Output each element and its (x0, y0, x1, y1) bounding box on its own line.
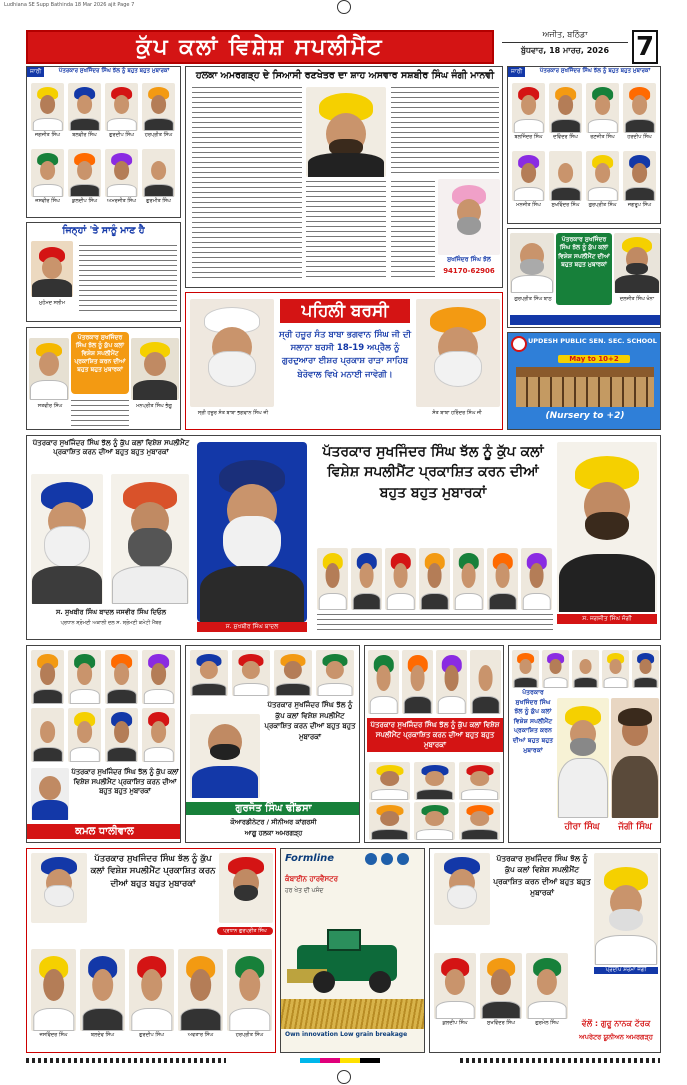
greeting-text: ਪੱਤਰਕਾਰ ਸੁਖਜਿੰਦਰ ਸਿੰਘ ਝੱਲ ਨੂੰ ਕੁੱਪ ਕਲਾਂ ਵਿਸ਼ੇਸ਼ ਸਪਲੀਮੈਂਟ ਪ੍ਰਕਾਸ਼ਿਤ ਕਰਨ ਦੀਆਂ ਬਹੁਤ ਬਹੁਤ ਮੁਬਾਰਕਾਂ (74, 334, 126, 374)
portrait-photo (105, 83, 138, 131)
portrait-photo (542, 650, 569, 688)
greeting-photo-left (29, 338, 69, 400)
portrait-photo (470, 650, 501, 714)
right-ad-greeting (507, 228, 661, 328)
portrait-photo (368, 650, 399, 714)
portrait-photo (105, 650, 138, 704)
feature-left-sub: ਪ੍ਰਧਾਨ ਸ਼੍ਰੋਮਣੀ ਅਕਾਲੀ ਦਲ ਸ. ਸ਼੍ਰੋਮਣੀ ਕਮੇਟੀ ਮੈਂਬਰ (60, 620, 162, 626)
crop-mark-top (337, 0, 351, 14)
portrait-photo (414, 762, 455, 800)
portrait-photo (190, 650, 228, 696)
portrait-photo (487, 548, 518, 610)
portrait-name: ਕੁਲਦੀਪ ਸਿੰਘ (71, 198, 98, 204)
bl-pill: ਪ੍ਰਧਾਨ ਗੁਰਪ੍ਰੀਤ ਸਿੰਘ (217, 927, 273, 935)
portrait-photo (512, 650, 539, 688)
portrait-photo (31, 650, 64, 704)
heera-photo-right (611, 698, 659, 818)
inset-name: ਸੁਖਜਿੰਦਰ ਸਿੰਘ ਝੱਲ (447, 256, 491, 263)
bl-photo-right (219, 853, 273, 923)
portrait-photo (274, 650, 312, 696)
barsi-caption-right: ਸੰਤ ਬਾਬਾ ਹਰਿੰਦਰ ਸਿੰਘ ਜੀ (432, 410, 482, 416)
portrait-name: ਗੁਰਦੀਪ ਸਿੰਘ (109, 132, 134, 138)
barsi-photo-left (190, 299, 274, 407)
portrait-name: ਸੁਖਵਿੰਦਰ ਸਿੰਘ (551, 202, 580, 208)
br-photo-left (434, 853, 490, 925)
feature-right-caption: ਸ. ਜਗਜੀਤ ਸਿੰਘ ਜੱਗੀ (557, 614, 657, 624)
portrait-photo (623, 83, 656, 133)
formline-tagline: ਕੰਬਾਈਨ ਹਾਰਵੈਸਟਰ (285, 875, 338, 883)
right-greeting-photo-1 (510, 233, 554, 293)
feature-row (26, 435, 661, 640)
bl-photo-left (31, 853, 87, 923)
portrait-photo (31, 708, 64, 762)
mid-ad (364, 645, 504, 843)
portrait-photo (512, 83, 545, 133)
portrait-photo (316, 650, 354, 696)
feature-left-photo-1 (31, 474, 103, 604)
portrait-photo (512, 151, 545, 201)
portrait-name: ਰਣਜੀਤ ਸਿੰਘ (590, 134, 615, 140)
portrait-name: ਗੁਰਮੇਲ ਸਿੰਘ (535, 1020, 559, 1026)
portrait-photo (453, 548, 484, 610)
gurjot-role: ਕੋਆਰਡੀਨੇਟਰ / ਸੀਨੀਅਰ ਕਾਂਗਰਸੀ (230, 818, 317, 826)
portrait-photo (623, 151, 656, 201)
slug-line: Ludhiana SE Supp Bathinda 18 Mar 2026 ajit Page 7 (4, 2, 135, 8)
greeting-name-right: ਮਨਪ੍ਰੀਤ ਸਿੰਘ ਭੰਗੂ (136, 403, 172, 409)
masthead-title-band (26, 30, 494, 64)
portrait-photo (105, 708, 138, 762)
portrait-name: ਗੁਰਪ੍ਰੀਤ ਸਿੰਘ (588, 202, 617, 208)
heera-name-left: ਹੀਰਾ ਸਿੰਘ (564, 822, 600, 832)
pride-text (79, 245, 177, 315)
portrait-photo (459, 762, 500, 800)
pride-photo (31, 241, 73, 297)
formline-ad (280, 848, 425, 1053)
article-col-4 (391, 181, 435, 281)
pride-name: ਮੁਹੰਮਦ ਸਲੀਮ (38, 300, 66, 306)
portrait-name: ਬਲਜਿੰਦਰ ਸਿੰਘ (514, 134, 543, 140)
portrait-photo (80, 949, 125, 1031)
portrait-photo (459, 802, 500, 840)
right-greeting-footer (510, 315, 660, 325)
paper-name: ਅਜੀਤ, ਬਠਿੰਡਾ (502, 30, 628, 43)
barsi-ad (185, 292, 503, 430)
br-text: ਪੱਤਰਕਾਰ ਸੁਖਜਿੰਦਰ ਸਿੰਘ ਝੱਲ ਨੂੰ ਕੁੱਪ ਕਲਾਂ ਵਿਸ਼ੇਸ਼ ਸਪਲੀਮੈਂਟ ਪ੍ਰਕਾਸ਼ਿਤ ਕਰਨ ਦੀਆਂ ਬਹੁਤ ਬਹੁਤ ਮੁਬਾਰਕਾਂ (493, 854, 591, 897)
feature-portrait-captions (317, 614, 553, 630)
gurjot-text: ਪੱਤਰਕਾਰ ਸੁਖਜਿੰਦਰ ਸਿੰਘ ਝੱਲ ਨੂੰ ਕੁੱਪ ਕਲਾਂ ਵਿਸ਼ੇਸ਼ ਸਪਲੀਮੈਂਟ ਪ੍ਰਕਾਸ਼ਿਤ ਕਰਨ ਦੀਆਂ ਬਹੁਤ ਬਹੁਤ ਮੁਬਾਰਕਾਂ (264, 701, 356, 741)
portrait-photo (385, 548, 416, 610)
heera-ad (508, 645, 661, 843)
portrait-name: ਅਮਰਜੀਤ ਸਿੰਘ (107, 198, 136, 204)
gurjot-role-2: ਆਗੂ ਹਲਕਾ ਅਮਰਗੜ੍ਹ (244, 829, 303, 837)
calibration-bar-right (460, 1058, 660, 1063)
feature-right-photo (557, 442, 657, 612)
calibration-bar-left (26, 1058, 226, 1063)
feature-headline: ਪੱਤਰਕਾਰ ਸੁਖਜਿੰਦਰ ਸਿੰਘ ਝੱਲ ਨੂੰ ਕੁੱਪ ਕਲਾਂ ਵਿਸ਼ੇਸ਼ ਸਪਲੀਮੈਂਟ ਪ੍ਰਕਾਸ਼ਿਤ ਕਰਨ ਦੀਆਂ ਬਹੁਤ ਬਹੁਤ ਮੁਬਾਰਕਾਂ (322, 444, 544, 501)
heera-name-right: ਜੱਗੀ ਸਿੰਘ (618, 822, 652, 832)
gurjot-name: ਗੁਰਜੋਤ ਸਿੰਘ ਢੀਂਡਸਾ (186, 802, 360, 815)
bottom-left-ad (26, 848, 276, 1053)
portrait-name: ਬਲਵੀਰ ਸਿੰਘ (72, 132, 97, 138)
portrait-photo (68, 650, 101, 704)
portrait-name: ਹਰਪ੍ਰੀਤ ਸਿੰਘ (144, 132, 173, 138)
portrait-photo (586, 151, 619, 201)
portrait-photo (419, 548, 450, 610)
left-ad-portraits (26, 66, 181, 218)
right-greeting-name-1: ਗੁਰਪ੍ਰੀਤ ਸਿੰਘ ਬਾਠ (514, 296, 552, 302)
masthead-title: ਕੁੱਪ ਕਲਾਂ ਵਿਸ਼ੇਸ਼ ਸਪਲੀਮੈਂਟ (136, 35, 384, 60)
portrait-photo (31, 949, 76, 1031)
article-main-photo (306, 87, 386, 177)
masthead (26, 30, 658, 64)
left-ad-greeting (26, 327, 181, 430)
ad-tag: ਜਾਰੀ (27, 67, 44, 77)
crop-mark-bottom (337, 1070, 351, 1084)
feature-article (185, 66, 503, 288)
portrait-name: ਹਰਦੀਪ ਸਿੰਘ (627, 134, 652, 140)
formline-sub: ਹਰ ਖੇਤ ਦੀ ਪਸੰਦ (285, 887, 324, 894)
portrait-photo (549, 83, 582, 133)
right-ad-portraits (507, 66, 661, 224)
portrait-photo (414, 802, 455, 840)
barsi-text: ਸ੍ਰੀ ਹਜ਼ੂਰ ਸੰਤ ਬਾਬਾ ਭਗਵਾਨ ਸਿੰਘ ਜੀ ਦੀ ਸਲਾਨਾ ਬਰਸੀ 18-19 ਅਪ੍ਰੈਲ ਨੂੰ ਗੁਰਦੁਆਰਾ ਈਸ਼ਰ ਪ੍ਰਕਾਸ਼ ਰਾੜਾ ਸਾਹਿਬ ਬੇਰੋਵਾਲ ਵਿਖੇ ਮਨਾਈ ਜਾਵੇਗੀ। (278, 330, 411, 380)
right-greeting-name-2: ਦਲਜੀਤ ਸਿੰਘ ਖੰਨਾ (619, 296, 655, 302)
portrait-name: ਜਸਵੀਰ ਸਿੰਘ (35, 198, 60, 204)
greeting-card (71, 332, 129, 394)
barsi-caption-left: ਸ੍ਰੀ ਹਜ਼ੂਰ ਸੰਤ ਬਾਬਾ ਭਗਵਾਨ ਸਿੰਘ ਜੀ (197, 410, 269, 416)
feature-left-headline: ਪੱਤਰਕਾਰ ਸੁਖਜਿੰਦਰ ਸਿੰਘ ਝੱਲ ਨੂੰ ਕੁੱਪ ਕਲਾਂ ਵਿਸ਼ੇਸ਼ ਸਪਲੀਮੈਂਟ ਪ੍ਰਕਾਸ਼ਿਤ ਕਰਨ ਦੀਆਂ ਬਹੁਤ ਬਹੁਤ ਮੁਬਾਰਕਾਂ (32, 439, 190, 457)
portrait-name: ਸੁਖਵਿੰਦਰ ਸਿੰਘ (487, 1020, 515, 1026)
portrait-photo (68, 83, 101, 131)
portrait-photo (480, 953, 522, 1019)
article-col-1 (192, 87, 302, 282)
ad-tag: ਜਾਰੀ (508, 67, 525, 77)
br-footer-2: ਅਪਰੇਟਰ ਯੂਨੀਅਨ ਅਮਰਗੜ੍ਹ (579, 1033, 653, 1041)
school-nursery: (Nursery to +2) (545, 411, 625, 421)
gurjot-ad (185, 645, 360, 843)
portrait-name: ਮਨਜੀਤ ਸਿੰਘ (516, 202, 541, 208)
calibration-colors (300, 1058, 380, 1063)
portrait-photo (142, 83, 175, 131)
formline-footer: Own innovation Low grain breakage (285, 1031, 408, 1038)
kamal-ad (26, 645, 181, 843)
heera-text: ਪੱਤਰਕਾਰ ਸੁਖਜਿੰਦਰ ਸਿੰਘ ਝੱਲ ਨੂੰ ਕੁੱਪ ਕਲਾਂ ਵਿਸ਼ੇਸ਼ ਸਪਲੀਮੈਂਟ ਪ੍ਰਕਾਸ਼ਿਤ ਕਰਨ ਦੀਆਂ ਬਹੁਤ ਬਹੁਤ ਮੁਬਾਰਕਾਂ (512, 689, 554, 754)
feature-center-photo (197, 442, 307, 622)
portrait-photo (317, 548, 348, 610)
kamal-text: ਪੱਤਰਕਾਰ ਸੁਖਜਿੰਦਰ ਸਿੰਘ ਝੱਲ ਨੂੰ ਕੁੱਪ ਕਲਾਂ ਵਿਸ਼ੇਸ਼ ਸਪਲੀਮੈਂਟ ਪ੍ਰਕਾਸ਼ਿਤ ਕਰਨ ਦੀਆਂ ਬਹੁਤ ਬਹੁਤ ਮੁਬਾਰਕਾਂ (71, 768, 179, 796)
portrait-photo (434, 953, 476, 1019)
portrait-photo (526, 953, 568, 1019)
greeting-subtext (71, 400, 129, 426)
portrait-photo (549, 151, 582, 201)
school-admission: May to 10+2 (558, 355, 630, 363)
heera-photo-left (557, 698, 609, 818)
portrait-photo (402, 650, 433, 714)
portrait-name: ਗੁਰਮੀਤ ਸਿੰਘ (146, 198, 171, 204)
portrait-photo (142, 708, 175, 762)
article-col-3 (391, 87, 499, 177)
article-inset-photo (438, 179, 500, 255)
portrait-name: ਜਗਜੀਤ ਸਿੰਘ (35, 132, 60, 138)
greeting-name-left: ਸਤਵੀਰ ਸਿੰਘ (37, 403, 63, 409)
school-name: UPDESH PUBLIC SEN. SEC. SCHOOL (528, 337, 657, 345)
portrait-photo (369, 802, 410, 840)
left-ad-pride (26, 222, 181, 322)
portrait-photo (227, 949, 272, 1031)
portrait-photo (632, 650, 659, 688)
portrait-photo (31, 149, 64, 197)
formline-badges (365, 853, 425, 867)
article-col-2 (306, 181, 386, 281)
portrait-name: ਗੁਰਦੀਪ ਸਿੰਘ (139, 1032, 164, 1038)
bl-text: ਪੱਤਰਕਾਰ ਸੁਖਜਿੰਦਰ ਸਿੰਘ ਝੱਲ ਨੂੰ ਕੁੱਪ ਕਲਾਂ ਵਿਸ਼ੇਸ਼ ਸਪਲੀਮੈਂਟ ਪ੍ਰਕਾਸ਼ਿਤ ਕਰਨ ਦੀਆਂ ਬਹੁਤ ਬਹੁਤ ਮੁਬਾਰਕਾਂ (90, 854, 216, 889)
pride-band: ਜਿਨ੍ਹਾਂ 'ਤੇ ਸਾਨੂੰ ਮਾਣ ਹੈ (62, 225, 145, 236)
portrait-photo (586, 83, 619, 133)
br-caption: ਪ੍ਰਦੀਪ ਸ਼ਰਮਾ ਜੰਗੀ (594, 967, 658, 974)
issue-date: ਬੁੱਧਵਾਰ, 18 ਮਾਰਚ, 2026 (520, 46, 610, 55)
portrait-name: ਅਵਤਾਰ ਸਿੰਘ (187, 1032, 214, 1038)
portrait-photo (68, 149, 101, 197)
page-number: 7 (632, 30, 658, 64)
portrait-photo (572, 650, 599, 688)
portrait-photo (602, 650, 629, 688)
portrait-photo (142, 149, 175, 197)
school-logo (511, 336, 527, 352)
portrait-photo (521, 548, 552, 610)
portrait-name: ਹਰਪ੍ਰੀਤ ਸਿੰਘ (235, 1032, 264, 1038)
wheat-field (281, 999, 425, 1029)
portrait-name: ਬਲਦੇਵ ਸਿੰਘ (90, 1032, 115, 1038)
portrait-photo (436, 650, 467, 714)
br-photo-right (594, 853, 658, 965)
portrait-photo (129, 949, 174, 1031)
right-greeting-text: ਪੱਤਰਕਾਰ ਸੁਖਜਿੰਦਰ ਸਿੰਘ ਝੱਲ ਨੂੰ ਕੁੱਪ ਕਲਾਂ ਵਿਸ਼ੇਸ਼ ਸਪਲੀਮੈਂਟ ਦੀਆਂ ਬਹੁਤ ਬਹੁਤ ਮੁਬਾਰਕਾਂ (558, 236, 610, 269)
barsi-title: ਪਹਿਲੀ ਬਰਸੀ (280, 299, 410, 323)
portrait-photo (142, 650, 175, 704)
portrait-name: ਜਗਰੂਪ ਸਿੰਘ (627, 202, 652, 208)
feature-left-photo-2 (111, 474, 189, 604)
inset-phone: 94170-62906 (443, 267, 495, 275)
portrait-photo (351, 548, 382, 610)
barsi-photo-right (416, 299, 500, 407)
bottom-right-ad (429, 848, 661, 1053)
portrait-name: ਕੁਲਦੀਪ ਸਿੰਘ (442, 1020, 468, 1026)
right-greeting-photo-2 (614, 233, 660, 293)
br-footer: ਵੱਲੋਂ : ਗੁਰੂ ਨਾਨਕ ਟੱਰਕ (581, 1019, 651, 1028)
portrait-photo (178, 949, 223, 1031)
portrait-photo (232, 650, 270, 696)
gurjot-photo (190, 714, 260, 798)
greeting-photo-right (131, 338, 179, 400)
portrait-name: ਜਸਵਿੰਦਰ ਸਿੰਘ (39, 1032, 68, 1038)
portrait-photo (369, 762, 410, 800)
ad-headline: ਪੱਤਰਕਾਰ ਸੁਖਜਿੰਦਰ ਸਿੰਘ ਝੱਲ ਨੂੰ ਬਹੁਤ ਬਹੁਤ ਮੁਬਾਰਕਾਂ (58, 68, 170, 74)
portrait-name: ਦਵਿੰਦਰ ਸਿੰਘ (553, 134, 578, 140)
feature-center-caption: ਸ. ਸੁਖਬੀਰ ਸਿੰਘ ਬਾਦਲ (197, 622, 307, 632)
feature-left-names: ਸ. ਸੁਖਬੀਰ ਸਿੰਘ ਬਾਦਲ ਜਸਵੀਰ ਸਿੰਘ ਦਿਓਲ (55, 608, 167, 616)
portrait-photo (31, 83, 64, 131)
ad-headline: ਪੱਤਰਕਾਰ ਸੁਖਜਿੰਦਰ ਸਿੰਘ ਝੱਲ ਨੂੰ ਬਹੁਤ ਬਹੁਤ ਮੁਬਾਰਕਾਂ (539, 68, 651, 74)
article-headline: ਹਲਕਾ ਅਮਰਗੜ੍ਹ ਦੇ ਸਿਆਸੀ ਰਣਖੇਤਰ ਦਾ ਸ਼ਾਹ ਅਸਵਾਰ ਸਸ਼ਬੀਰ ਸਿੰਘ ਜੰਗੀ ਮਾਨਵੀ (195, 70, 495, 81)
portrait-photo (68, 708, 101, 762)
portrait-photo (105, 149, 138, 197)
right-greeting-card (556, 233, 612, 305)
harvester-image (287, 925, 419, 995)
formline-brand: Formline (285, 853, 335, 864)
mid-text: ਪੱਤਰਕਾਰ ਸੁਖਜਿੰਦਰ ਸਿੰਘ ਝੱਲ ਨੂੰ ਕੁੱਪ ਕਲਾਂ ਵਿਸ਼ੇਸ਼ ਸਪਲੀਮੈਂਟ ਪ੍ਰਕਾਸ਼ਿਤ ਕਰਨ ਦੀਆਂ ਬਹੁਤ ਬਹੁਤ ਮੁਬਾਰਕਾਂ (367, 718, 503, 752)
kamal-name: ਕਮਲ ਧਾਲੀਵਾਲ (27, 824, 181, 839)
school-building (516, 367, 654, 407)
school-ad (507, 332, 661, 430)
kamal-photo (31, 768, 69, 820)
